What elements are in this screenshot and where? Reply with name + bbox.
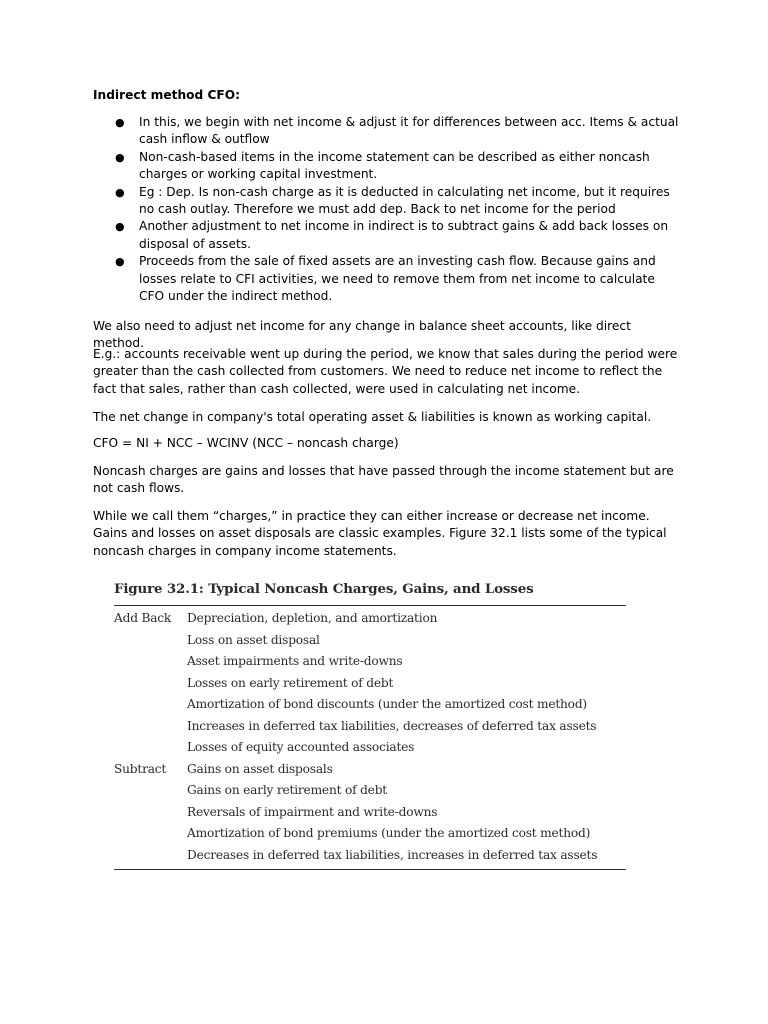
table-row xyxy=(114,737,626,759)
table-row xyxy=(114,780,626,802)
bullet-icon: ● xyxy=(115,185,125,199)
row-category xyxy=(114,673,187,695)
bullet-list xyxy=(93,114,683,305)
bullet-icon: ● xyxy=(115,255,125,269)
table-row xyxy=(114,823,626,845)
list-item xyxy=(93,253,683,305)
row-category xyxy=(114,694,187,716)
section-heading: Indirect method CFO: xyxy=(93,88,240,102)
list-item-text: Non-cash-based items in the income statement can be described as either noncash charges or working capital investment. xyxy=(139,149,650,182)
row-item: Decreases in deferred tax liabilities, increases in deferred tax assets xyxy=(187,847,598,862)
paragraph-working-capital: The net change in company's total operating asset & liabilities is known as working capital. xyxy=(93,410,652,424)
row-item: Reversals of impairment and write-downs xyxy=(187,804,438,819)
table-row xyxy=(114,651,626,673)
list-item xyxy=(93,114,683,149)
paragraph-example: E.g.: accounts receivable went up during the period, we know that sales during the period were greater than the cash collected from customers. We need to reduce net income to reflect the fact that sales, rather than cash collected, were used in calculating net income. xyxy=(93,347,678,396)
list-item xyxy=(93,184,683,219)
row-item: Gains on early retirement of debt xyxy=(187,783,387,797)
bullet-icon: ● xyxy=(115,150,125,164)
table-row xyxy=(114,716,626,738)
figure-bottom-rule xyxy=(114,869,626,870)
row-category xyxy=(114,716,187,738)
paragraph-charges: While we call them “charges,” in practice they can either increase or decrease net income. Gains and losses on asset disposals are classic examples. Figure 32.1 lists some of the typical noncash charges in company income statements. xyxy=(93,509,667,558)
table-row xyxy=(114,608,626,630)
figure-top-rule xyxy=(114,605,626,606)
row-category xyxy=(114,823,187,845)
list-item xyxy=(93,149,683,184)
row-category xyxy=(114,780,187,802)
row-item: Gains on asset disposals xyxy=(187,761,333,776)
table-row xyxy=(114,759,626,781)
table-row xyxy=(114,673,626,695)
figure-32-1 xyxy=(114,578,626,870)
bullet-icon: ● xyxy=(115,220,125,234)
table-row xyxy=(114,845,626,867)
row-item: Losses of equity accounted associates xyxy=(187,740,415,754)
row-item: Increases in deferred tax liabilities, decreases of deferred tax assets xyxy=(187,718,597,733)
figure-title: Figure 32.1: Typical Noncash Charges, Gains, and Losses xyxy=(114,581,534,597)
row-item: Amortization of bond discounts (under the amortized cost method) xyxy=(187,697,587,711)
list-item-text: In this, we begin with net income & adjust it for differences between acc. Items & actual cash inflow & outflow xyxy=(139,115,679,147)
noncash-charges-table xyxy=(114,608,626,866)
paragraph-balance-sheet: We also need to adjust net income for any change in balance sheet accounts, like direct method. xyxy=(93,319,631,351)
list-item-text: Another adjustment to net income in indirect is to subtract gains & add back losses on disposal of assets. xyxy=(139,219,669,251)
row-item: Amortization of bond premiums (under the amortized cost method) xyxy=(187,826,591,840)
row-category xyxy=(114,845,187,867)
list-item xyxy=(93,218,683,253)
paragraph-cfo-formula: CFO = NI + NCC – WCINV (NCC – noncash charge) xyxy=(93,436,399,450)
table-row xyxy=(114,630,626,652)
row-category xyxy=(114,802,187,824)
table-row xyxy=(114,694,626,716)
row-category: Add Back xyxy=(114,611,172,625)
row-category: Subtract xyxy=(114,761,167,776)
list-item-text: Eg : Dep. Is non-cash charge as it is deducted in calculating net income, but it requires no cash outlay. Therefore we must add dep. Back to net income for the period xyxy=(139,184,670,217)
bullet-icon: ● xyxy=(115,116,125,129)
row-item: Asset impairments and write-downs xyxy=(187,654,403,668)
row-category xyxy=(114,737,187,759)
row-category xyxy=(114,651,187,673)
row-item: Loss on asset disposal xyxy=(187,632,320,647)
row-item: Losses on early retirement of debt xyxy=(187,675,394,690)
list-item-text: Proceeds from the sale of fixed assets are an investing cash flow. Because gains and losses relate to CFI activities, we need to remove them from net income to calculate CFO under the indirect method. xyxy=(139,254,656,304)
row-item: Depreciation, depletion, and amortization xyxy=(187,611,438,625)
table-row xyxy=(114,802,626,824)
row-category xyxy=(114,630,187,652)
paragraph-noncash-definition: Noncash charges are gains and losses that have passed through the income statement but are not cash flows. xyxy=(93,464,674,496)
